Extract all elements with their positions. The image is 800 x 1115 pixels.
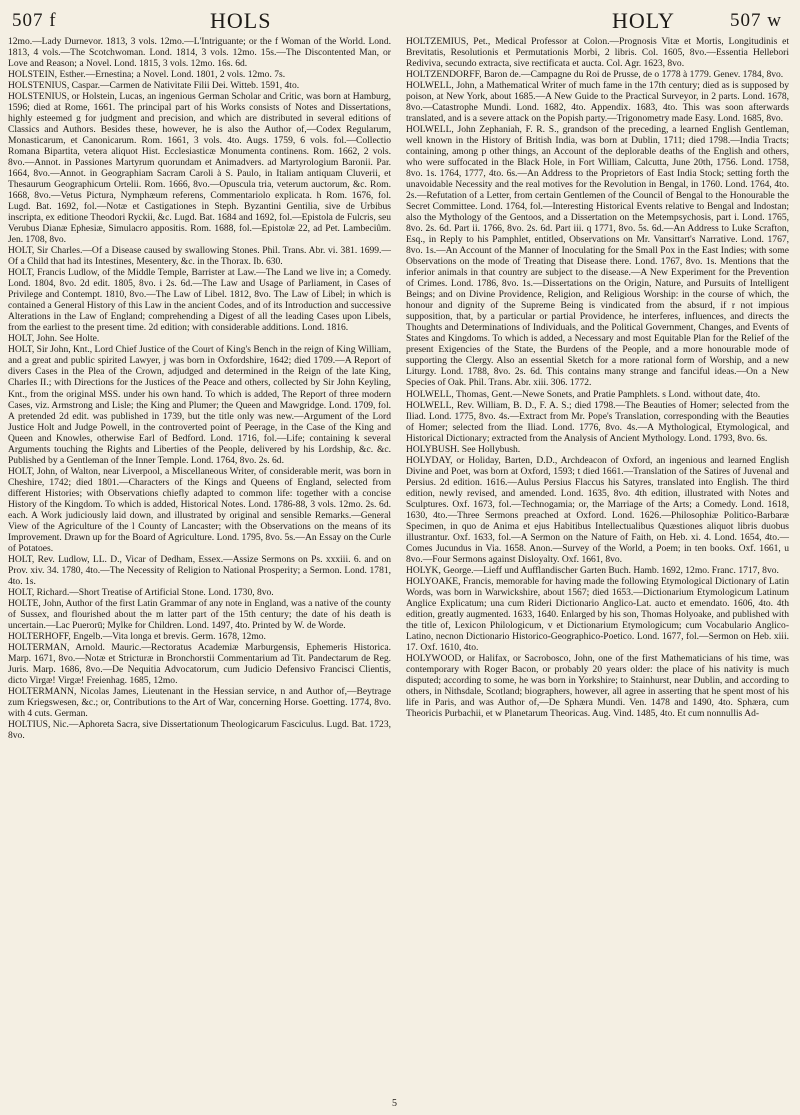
left-column <box>8 36 391 1104</box>
right-column-entry: HOLYK, George.—Lieff und Aufflandischer Garten Buch. Hamb. 1692, 12mo. Franc. 1717, 8vo. <box>406 564 779 576</box>
right-running-title: HOLY <box>612 8 675 33</box>
running-header <box>0 8 800 34</box>
left-column-entry: HOLT, Sir Charles.—Of a Disease caused by swallowing Stones. Phil. Trans. Abr. vi. 381. 1699.—Of a Child that had its Intestines, Mesentery, &c. in the Thorax. Ib. 630. <box>8 245 391 268</box>
left-column-entry: 12mo.—Lady Durnevor. 1813, 3 vols. 12mo.—L'Intriguante; or the f Woman of the World. Lond. 1813, 4 vols.—The Scotchwoman. Lond. 1814, 3 vols. 12mo. 15s.—The Discontented Man, or Love and Reason; a Novel. Lond. 1815, 3 vols. 12mo. 16s. 6d. <box>8 36 391 70</box>
left-column-entry: HOLSTEIN, Esther.—Ernestina; a Novel. Lond. 1801, 2 vols. 12mo. 7s. <box>8 69 286 81</box>
left-column-entry: HOLTERMAN, Arnold. Mauric.—Rectoratus Academiæ Marburgensis, Ephemeris Historica. Marp. 1671, 8vo.—Notæ et Stricturæ in Bronchorstii Commentarium ad Tit. Pandectarum de Reg. Juris. Marp. 1686, 8vo.—De Nequitia Advocatorum, cum Judicio Defensivo Francisci Clientis, dicto Virgæ! Virgæ! Freienhag. 1685, 12mo. <box>8 641 391 686</box>
left-running-title: HOLS <box>210 8 272 33</box>
left-column-entry: HOLT, John. See Holte. <box>8 333 100 345</box>
left-column-entry: HOLTE, John, Author of the first Latin Grammar of any note in England, was a native of the county of Sussex, and flourished about the m latter part of the 15th century; the date of his death is uncertain.—Lac Puerorū; Mylke for Children. Lond. 1497, 4to. Printed by W. de Worde. <box>8 597 391 631</box>
left-column-entry: HOLT, Richard.—Short Treatise of Artificial Stone. Lond. 1730, 8vo. <box>8 586 274 598</box>
left-column-entry: HOLSTENIUS, or Holstein, Lucas, an ingenious German Scholar and Critic, was born at Hamburg, 1596; died at Rome, 1661. The principal part of his Works consists of Notes and Dissertations, highly esteemed g for judgment and precision, and which are distributed in several editions of Classics and Authors. Besides these, however, he is also the Author of,—Codex Regularum, Monasticarum, et Canonicarum. Rom. 1661, 3 vols. 4to. Augs. 1759, 6 vols. fol.—Collectio Romana Bipartita, vetera aliquot Hist. Ecclesiasticæ Monumenta continens. Rom. 1662, 2 vols. 8vo.—Annot. in Passiones Martyrum quorundam et Animadvers. ad Martyrologium Baronii. Par. 1664, 8vo.—Annot. in Geographiam Sacram Caroli à S. Paulo, in Italiam antiquam Cluverii, et Thesaurum Geographicum Ortelii. Rom. 1666, 8vo.—Opuscula tria, veterum auctorum, &c. Rom. 1668, 8vo.—Vetus Pictura, Nymphæum referens, Commentariolo explicata. h Rom. 1676, fol. Lugd. Bat. 1692, fol.—Notæ et Castigationes in Steph. Byzantini Gentilia, sive de Urbibus inscripta, ex editione Theodori Ryckii, &c. Lugd. Bat. 1684 and 1692, fol.—Epistola de Fulcris, seu Verubus Dianæ Ephesiæ, Simulacro appositis. Rom. 1688, fol.—Epistolæ 22, ad Pet. Lambeciûm. Jen. 1708, 8vo. <box>8 91 391 246</box>
right-column-entry: HOLWELL, John Zephaniah, F. R. S., grandson of the preceding, a learned English Gentleman, well known in the History of British India, was born at Dublin, 1711; died 1798.—India Tracts; containing, among p other things, an Account of the deplorable deaths of the English and others, who were suffocated in the Black Hole, in Fort William, Calcutta, June 20th, 1756. Lond. 1758, 8vo. 1s. 1764, 1777, 4to. 6s.—An Address to the Proprietors of East India Stock; setting forth the unavoidable Necessity and the real motives for the Revolution in Bengal, in 1760. Lond. 1764, 4to. 2s.—Refutation of a Letter, from certain Gentlemen of the Council of Bengal to the Honourable the Secret Committee. Lond. 1764, fol.—Interesting Historical Events relative to Bengal and Indostan; also the Mythology of the Gentoos, and a Dissertation on the Metempsychosis, part i. Lond. 1765, 8vo. 2s. 6d. Part ii. 1766, 8vo. 2s. 6d. Part iii. q 1771, 8vo. 5s. 6d.—An Address to Luke Scrafton, Esq., in Reply to his Pamphlet, entitled, Observations on Mr. Vansittart's Narrative. Lond. 1767, 8vo. 1s.—An Account of the Manner of Inoculating for the Small Pox in the East Indies; with some Observations on the mode of Treating that Disease there. Lond. 1767, 8vo. 1s. Mentions that the inferior animals in that country are subject to the disease.—A New Experiment for the Prevention of Crimes. Lond. 1786, 8vo. 1s.—Dissertations on the Origin, Nature, and Pursuits of Intelligent Beings; and on Divine Providence, Religion, and Religious Worship: in the course of which, the honour and dignity of the Supreme Being is vindicated from the absurd, if r not impious supposition, that, by a particular or partial Providence, he interferes, influences, and directs the Thoughts and Determinations of Individuals, and the Political Government, Changes, and Events of States and Kingdoms. To which is added, a Necessary and most Equitable Plan for the Relief of the present Exigencies of the State, the Burdens of the People, and a more honourable mode of supporting the Clergy. Also an essential Sketch for a more rational form of Worship, and a new Liturgy. Lond. 1788, 8vo. 2s. 6d. This contains many strange and fanciful ideas.—On a New Species of Oak. Phil. Trans. Abr. xiii. 306. 1772. <box>406 124 789 389</box>
right-column-entry: HOLTZEMIUS, Pet., Medical Professor at Colon.—Prognosis Vitæ et Mortis, Longitudinis et Brevitatis, Resolutionis et Permutationis Morbi, 2 libris. Col. 1605, 8vo.—Essentia Hellebori Rediviva, secundo extracta, sive rectificata et aucta. Col. Agr. 1623, 8vo. <box>406 36 789 70</box>
left-column-entry: HOLSTENIUS, Caspar.—Carmen de Nativitate Filii Dei. Witteb. 1591, 4to. <box>8 80 300 92</box>
left-column-entry: HOLTIUS, Nic.—Aphoreta Sacra, sive Dissertationum Theologicarum Fasciculus. Lugd. Bat. 1723, 8vo. <box>8 718 391 741</box>
left-column-entry: HOLT, John, of Walton, near Liverpool, a Miscellaneous Writer, of considerable merit, was born in Cheshire, 1742; died 1801.—Characters of the Kings and Queens of England, selected from different Histories; with Observations chiefly adapted to common life: together with a concise History of the Kingdom. To which is added, Historical Notes. Lond. 1786-88, 3 vols. 12mo. 2s. 6d. each. A Work judiciously laid down, and illustrated by original and sensible Remarks.—General View of the Agriculture of the l County of Lancaster; with the Observations on the means of its Improvement. Drawn up for the Board of Agriculture. Lond. 1795, 8vo. 5s.—An Essay on the Curle of Potatoes. <box>8 465 391 554</box>
left-column-entry: HOLT, Francis Ludlow, of the Middle Temple, Barrister at Law.—The Land we live in; a Comedy. Lond. 1804, 8vo. 2d edit. 1805, 8vo. i 2s. 6d.—The Law and Usage of Parliament, in Cases of Privilege and Contempt. 1810, 8vo.—The Law of Libel. 1812, 8vo. The Law of Libel; in which is contained a General History of this Law in the ancient Codes, and of its Introduction and successive Alterations in the Law of England; comprehending a Digest of all the leading Cases upon Libels, from the earliest to the present time. 2d edition; with considerable additions. Lond. 1816. <box>8 267 391 334</box>
signature-mark: 5 <box>392 1098 397 1109</box>
left-column-entry: HOLTERHOFF, Engelb.—Vita longa et brevis. Germ. 1678, 12mo. <box>8 630 266 642</box>
left-folio: 507 f <box>12 10 57 31</box>
left-column-entry: HOLT, Sir John, Knt., Lord Chief Justice of the Court of King's Bench in the reign of King William, and a great and public spirited Lawyer, j was born in Oxfordshire, 1642; died 1709.—A Report of divers Cases in the Plea of the Crown, adjudged and determined in the Reign of the late King, Charles II.; with Directions for the Justices of the Peace and others, collected by Sir John Keyling, Knt., from the original MSS. under his own hand. To which is added, The Report of three modern Cases, viz. Armstrong and Lisle; the King and Plumer; the Queen and Mawgridge. Lond. 1709, fol. A pretended 2d edit. was published in 1739, but the title only was new.—Argument of the Lord Justice Holt and Judge Powell, in the controverted point of Peerage, in the Case of the King and Queen and Knowles, otherwise Earl of Bedford. Lond. 1716, fol.—Life; containing k several Arguments touching the Rights and Liberties of the People, delivered by his Lordship, &c. &c. Published by a Gentleman of the Inner Temple. Lond. 1764, 8vo. 2s. 6d. <box>8 344 391 466</box>
right-column-entry: HOLWELL, John, a Mathematical Writer of much fame in the 17th century; died as is supposed by poison, at New York, about 1685.—A New Guide to the Practical Surveyor, in 2 parts. Lond. 1678, 8vo.—Catastrophe Mundi. Lond. 1682, 4to. Appendix. 1683, 4to. This was soon afterwards translated, and is a severe attack on the Popish party.—Trigonometry made Easy. Lond. 1685, 8vo. <box>406 80 789 125</box>
right-column-entry: HOLYDAY, or Holiday, Barten, D.D., Archdeacon of Oxford, an ingenious and learned English Divine and Poet, was born at Oxford, 1593; t died 1661.—Translation of the Satires of Juvenal and Persius. 2d edition. 1616.—Aulus Persius Flaccus his Satyres, translated into English. The third edition, newly revised, and amended. Lond. 1635, 8vo. 4th edition, illustrated with Notes and Sculptures. Oxf. 1673, fol.—Technogamia; or, the Marriage of the Arts; a Comedy. Lond. 1618, 1630, 4to.—Three Sermons preached at Oxford. Lond. 1626.—Philosophiæ Politico-Barbaræ Specimen, in quo de Anima et ejus Habitibus Intellectualibus Quæstiones aliquot libris duobus illustrantur. Oxf. 1633, fol.—A Sermon on the Nature of Faith, on Heb. xi. 4. Lond. 1654, 4to.—Comes Jucundus in Via. 1658. Anon.—Survey of the World, a Poem; in ten books. Oxf. 1661, u 8vo.—Four Sermons against Disloyalty. Oxf. 1661, 8vo. <box>406 454 789 565</box>
right-column-entry: HOLWELL, Thomas, Gent.—Newe Sonets, and Pratie Pamphlets. s Lond. without date, 4to. <box>406 388 761 400</box>
left-column-entry: HOLT, Rev. Ludlow, LL. D., Vicar of Dedham, Essex.—Assize Sermons on Ps. xxxiii. 6. and on Prov. xiv. 34. 1780, 4to.—The Necessity of Religion to National Prosperity; a Sermon. Lond. 1781, 4to. 1s. <box>8 553 391 587</box>
right-column-entry: HOLYOAKE, Francis, memorable for having made the following Etymological Dictionary of Latin Words, was born in Warwickshire, about 1567; died 1653.—Dictionarium Etymologicum Latinum Anglice Explicatum; una cum Rideri Dictionario Anglico-Lat. aucto et emendato. 1606, 4to. 4th edition, greatly augmented. 1633, 1640. Enlarged by his son, Thomas Holyoake, and published with the title of, Lexicon Philologicum, v et Dictionarium Etymologicum; cum Vocabulario Anglico-Latino, necnon Dictionario Historico-Geographico-Poetico. Lond. 1677, fol.—Sermon on Heb. xiii. 17. Oxf. 1610, 4to. <box>406 575 789 653</box>
right-folio: 507 w <box>730 10 782 31</box>
left-column-entry: HOLTERMANN, Nicolas James, Lieutenant in the Hessian service, n and Author of,—Beytrage zum Kriegswesen, &c.; or, Contributions to the Art of War, concerning Horse. Goetting. 1774, 8vo. with 4 cuts. German. <box>8 685 391 719</box>
right-column-entry: HOLYWOOD, or Halifax, or Sacrobosco, John, one of the first Mathematicians of his time, was contemporary with Roger Bacon, or probably 20 years older: the place of his nativity is much disputed; according to some, he was born in Yorkshire; to Stainhurst, near Dublin, and according to others, in Nithsdale, Scotland; biographers, however, all agree in asserting that he spent most of his life in Paris, and was Author of,—De Sphæra Mundi. Ven. 1478 and 1490, 4to. Sphæra, cum Theoricis Purbachii, et w Planetarum Theoricas. Aug. Vind. 1485, 4to. Et cum nonnullis Ad- <box>406 652 789 719</box>
right-column-entry: HOLYBUSH. See Hollybush. <box>406 443 521 455</box>
right-column <box>406 36 789 1104</box>
right-column-entry: HOLTZENDORFF, Baron de.—Campagne du Roi de Prusse, de o 1778 à 1779. Genev. 1784, 8vo. <box>406 69 784 81</box>
right-column-entry: HOLWELL, Rev. William, B. D., F. A. S.; died 1798.—The Beauties of Homer; selected from the Iliad. Lond. 1775, 8vo. 4s.—Extract from Mr. Pope's Translation, corresponding with the Beauties of Homer; selected from the Iliad. Lond. 1776, 8vo. 4s.—A Mythological, Etymological, and Historical Dictionary; extracted from the Analysis of Ancient Mythology. Lond. 1793, 8vo. 6s. <box>406 399 789 444</box>
